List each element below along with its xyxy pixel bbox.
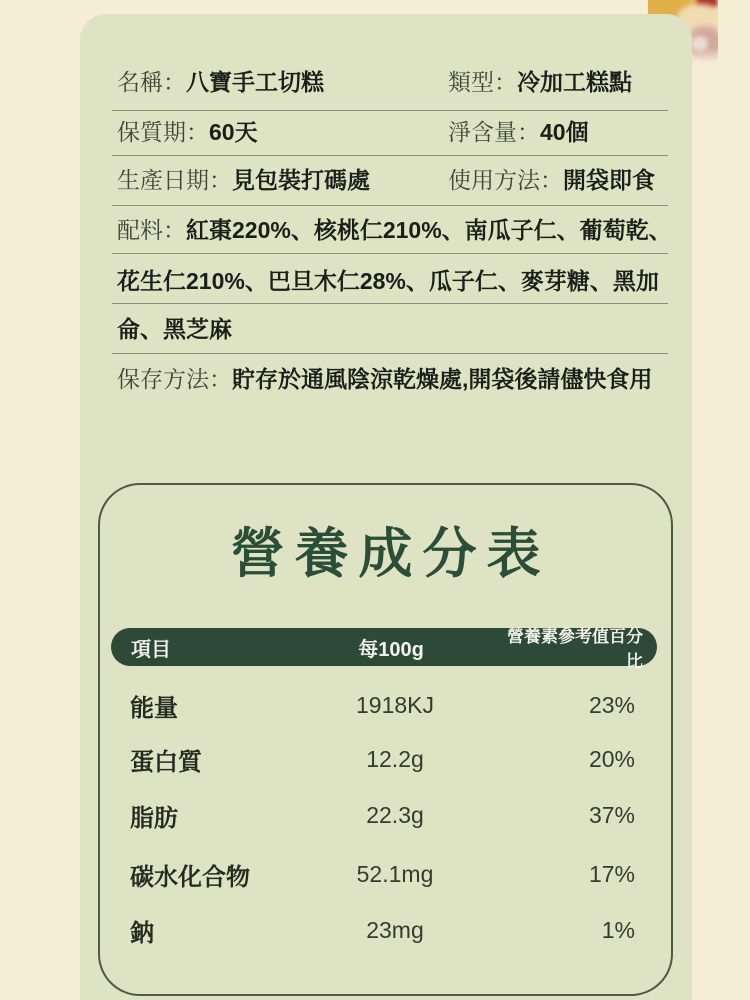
- info-label: 保質期：: [117, 119, 209, 145]
- row-divider: [112, 205, 668, 206]
- nutrient-name: 蛋白質: [130, 748, 202, 776]
- info-value: 冷加工糕點: [517, 69, 632, 95]
- nutrition-panel: [98, 483, 673, 996]
- info-cell-proddate: [117, 164, 370, 196]
- info-value: 開袋即食: [563, 167, 655, 193]
- nutrient-nrv-percent: 20%: [588, 745, 635, 772]
- info-label: 名稱：: [117, 69, 186, 95]
- info-cell-usage: [448, 164, 655, 196]
- info-label: 類型：: [448, 69, 517, 95]
- row-divider: [112, 353, 668, 354]
- ingredients-label: 配料：: [117, 217, 186, 243]
- info-cell-type: [448, 66, 632, 98]
- nutrition-row-sodium: [130, 912, 635, 948]
- nutrient-nrv-percent: 17%: [588, 860, 635, 887]
- nutrition-row-protein: [130, 741, 635, 777]
- row-divider: [112, 155, 668, 156]
- nutrition-header-item: 項目: [131, 638, 171, 661]
- nutrient-nrv-percent: 23%: [588, 691, 635, 718]
- nutrient-amount: 1918KJ: [355, 691, 434, 718]
- nutrition-header-nrv: 營養素參考值百分比: [507, 627, 643, 671]
- nutrient-name: 能量: [130, 694, 178, 722]
- nutrient-name: 脂肪: [130, 804, 178, 832]
- nutrition-row-energy: [130, 687, 635, 723]
- nutrient-amount: 23mg: [366, 916, 424, 943]
- info-label: 生產日期：: [117, 167, 232, 193]
- storage-row: [117, 363, 652, 395]
- ingredients-line-2: [117, 265, 659, 297]
- info-cell-shelflife: [117, 116, 258, 148]
- ingredients-text: 紅棗220%、核桃仁210%、南瓜子仁、葡萄乾、: [186, 217, 672, 243]
- storage-label: 保存方法：: [117, 366, 232, 392]
- ingredients-text: 花生仁210%、巴旦木仁28%、瓜子仁、麥芽糖、黑加: [117, 268, 659, 294]
- ingredients-line-1: [117, 214, 672, 246]
- nutrition-header-per100g: 每100g: [358, 638, 424, 661]
- nutrient-amount: 52.1mg: [356, 860, 434, 887]
- ingredients-text: 侖、黑芝麻: [117, 316, 232, 342]
- product-info-card: [80, 14, 692, 1000]
- info-value: 60天: [209, 119, 258, 145]
- nutrient-nrv-percent: 37%: [588, 801, 635, 828]
- row-divider: [112, 303, 668, 304]
- nutrition-row-carbohydrate: [130, 856, 635, 892]
- nutrient-name: 碳水化合物: [130, 863, 250, 891]
- storage-value: 貯存於通風陰涼乾燥處,開袋後請儘快食用: [232, 366, 653, 392]
- info-label: 使用方法：: [448, 167, 563, 193]
- nutrient-nrv-percent: 1%: [601, 916, 635, 943]
- nutrient-amount: 22.3g: [366, 801, 424, 828]
- info-label: 淨含量：: [448, 119, 540, 145]
- nutrition-title: 營養成分表: [230, 524, 551, 584]
- info-cell-netcontent: [448, 116, 589, 148]
- info-value: 見包裝打碼處: [232, 167, 370, 193]
- info-cell-name: [117, 66, 324, 98]
- row-divider: [112, 253, 668, 254]
- row-divider: [112, 110, 668, 111]
- nutrient-name: 鈉: [130, 919, 154, 947]
- nutrient-amount: 12.2g: [366, 745, 424, 772]
- nutrition-header-bar: [111, 627, 657, 671]
- info-value: 八寶手工切糕: [186, 69, 324, 95]
- nutrition-row-fat: [130, 797, 635, 833]
- ingredients-line-3: [117, 313, 232, 345]
- info-value: 40個: [540, 119, 589, 145]
